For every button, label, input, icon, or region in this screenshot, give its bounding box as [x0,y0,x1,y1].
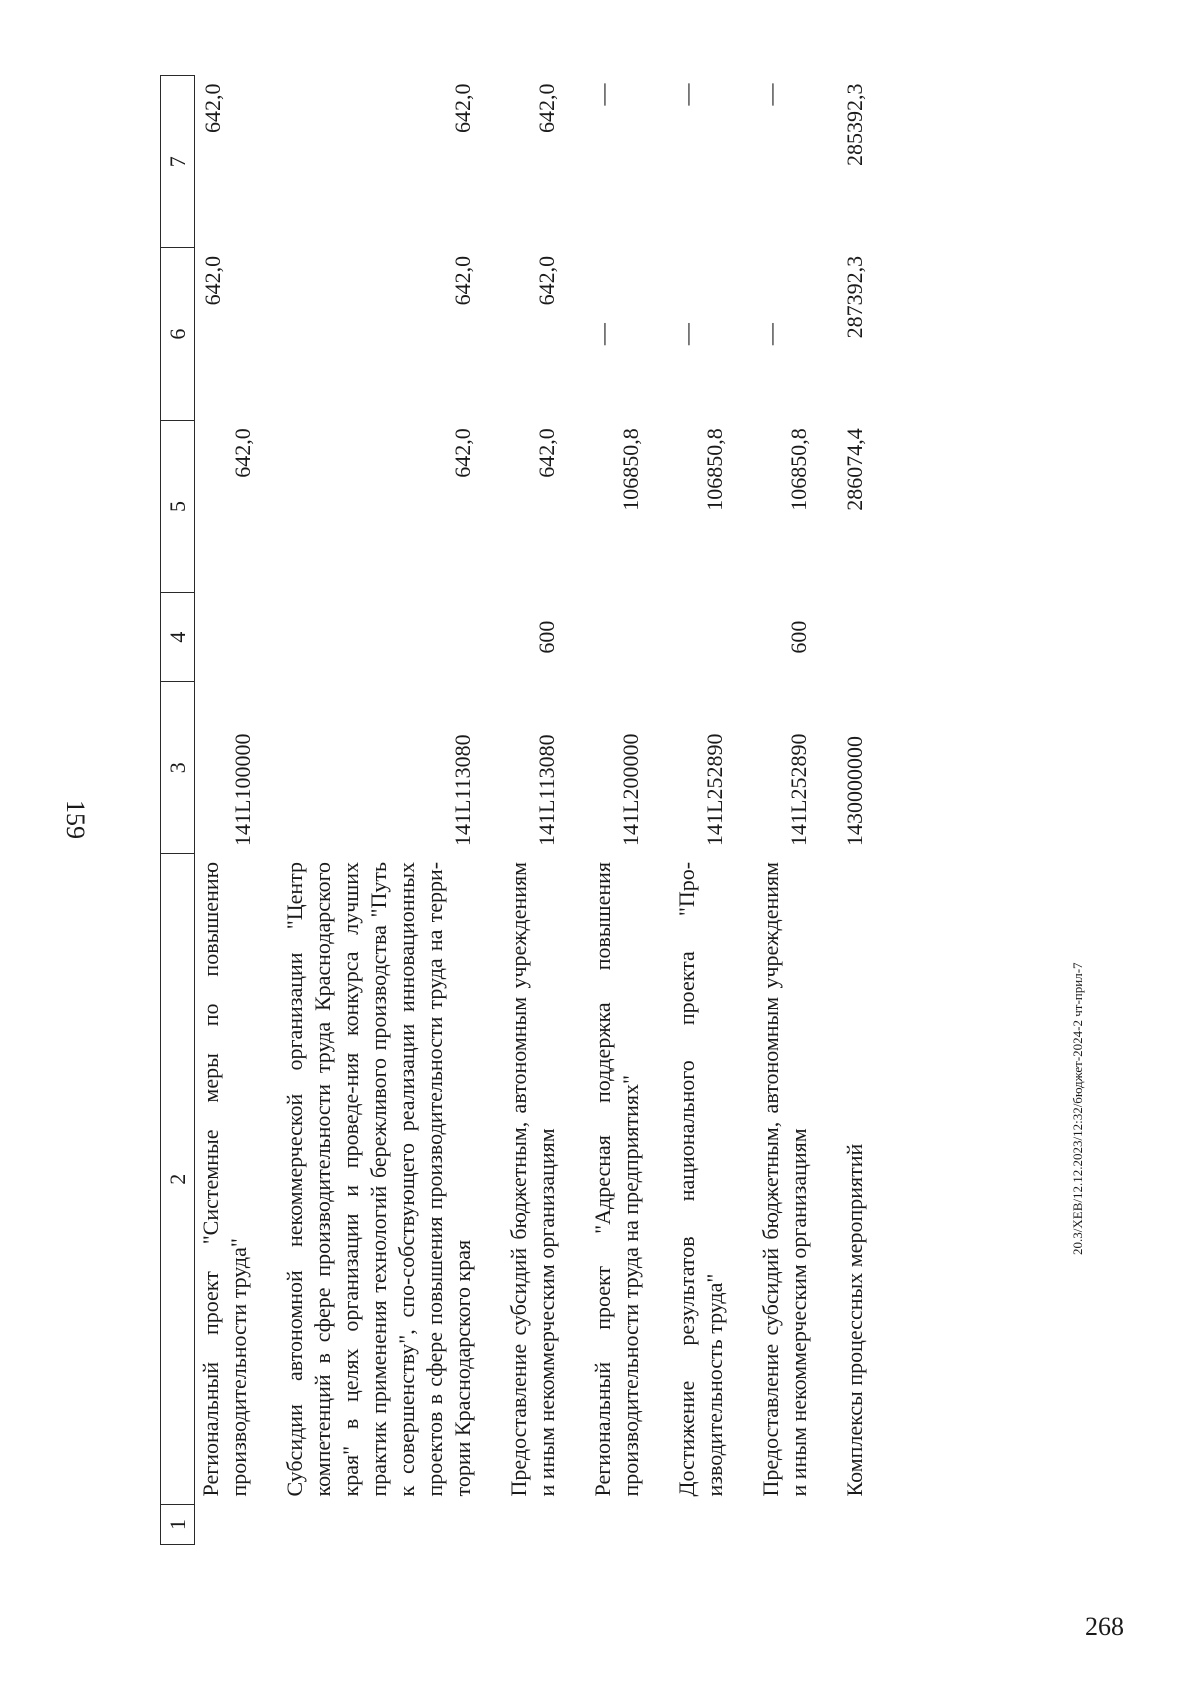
cell-code: 141L100000 [230,733,255,846]
cell-description: Предоставление субсидий бюджетным, автономным учреждениям и иным некоммерческим организациям [506,861,559,1497]
cell-description: Региональный проект "Системные меры по повышению производительности труда" [198,861,251,1497]
budget-table [160,75,895,1545]
cell-col-1 [587,1504,671,1544]
cell-description: Предоставление субсидий бюджетным, автономным учреждениям и иным некоммерческим организациям [758,861,811,1497]
cell-col-1 [195,1504,280,1544]
cell-amount-2025: 642,0 [200,255,225,306]
cell-vr [195,593,280,682]
table-row [195,76,280,1545]
cell-description: Региональный проект "Адресная поддержка повышения производительности труда на предприятиях" [590,861,643,1497]
cell-code: 141L252890 [702,733,727,846]
cell-vr [671,593,755,682]
header-col-3: 3 [161,682,195,854]
cell-vr: 600 [786,620,811,654]
bottom-page-number: 268 [1085,1612,1124,1641]
cell-amount-2024: 106850,8 [786,428,811,511]
cell-amount-2025: — [590,323,615,346]
table-row [671,76,755,1545]
cell-amount-2026: 642,0 [200,83,225,133]
cell-vr [279,593,503,682]
cell-amount-2026: 285392,3 [842,83,867,166]
cell-col-1 [279,1504,503,1544]
cell-amount-2024: 642,0 [230,428,255,478]
cell-code: 1430000000 [842,735,867,846]
header-col-6: 6 [161,248,195,420]
table-row [587,76,671,1545]
cell-code: 141L113080 [450,734,475,846]
header-col-4: 4 [161,593,195,682]
cell-amount-2025: 642,0 [450,255,475,306]
header-col-2: 2 [161,854,195,1505]
header-col-5: 5 [161,420,195,592]
cell-description: Достижение результатов национального проекта "Про-изводительность труда" [674,861,727,1497]
cell-amount-2024: 106850,8 [702,428,727,511]
cell-amount-2025: — [674,323,699,346]
cell-amount-2024: 642,0 [534,428,559,478]
table-row [839,76,895,1545]
cell-vr [587,593,671,682]
cell-amount-2024: 642,0 [450,428,475,478]
top-page-number: 159 [61,800,90,839]
rotated-table-container [160,75,1040,1545]
cell-description: Комплексы процессных мероприятий [842,1143,867,1497]
table-row [503,76,587,1545]
header-col-7: 7 [161,76,195,248]
cell-col-1 [839,1504,895,1544]
table-row [279,76,503,1545]
cell-amount-2026: — [590,83,615,106]
cell-amount-2026: — [758,83,783,106]
cell-col-1 [671,1504,755,1544]
cell-code: 141L252890 [786,733,811,846]
header-row [161,76,195,1545]
footer-code: 20.3/XEB/12.12.2023/12:32/бюджет-2024-2 чт-прил-7 [1070,962,1085,1255]
cell-code: 141L113080 [534,734,559,846]
cell-amount-2024: 286074,4 [842,428,867,511]
cell-amount-2025: 642,0 [534,255,559,306]
cell-vr [839,593,895,682]
cell-amount-2024: 106850,8 [618,428,643,511]
cell-amount-2025: — [758,323,783,346]
cell-description: Субсидии автономной некоммерческой организации "Центр компетенций в сфере производительности труда Краснодарского края" в целях организации и проведе-ния конкурса лучших практик применения технологий бережливого производства "Путь к совершенству", спо-собствующего реализации инновационных проектов в сфере повышения производительности труда на терри-тории Краснодарского края [282,861,475,1497]
cell-col-1 [503,1504,587,1544]
cell-amount-2026: 642,0 [534,83,559,133]
table-row [755,76,839,1545]
cell-amount-2025: 287392,3 [842,255,867,339]
cell-vr: 600 [534,620,559,654]
cell-amount-2026: 642,0 [450,83,475,133]
header-col-1: 1 [161,1504,195,1544]
cell-code: 141L200000 [618,733,643,846]
cell-amount-2026: — [674,83,699,106]
cell-col-1 [755,1504,839,1544]
